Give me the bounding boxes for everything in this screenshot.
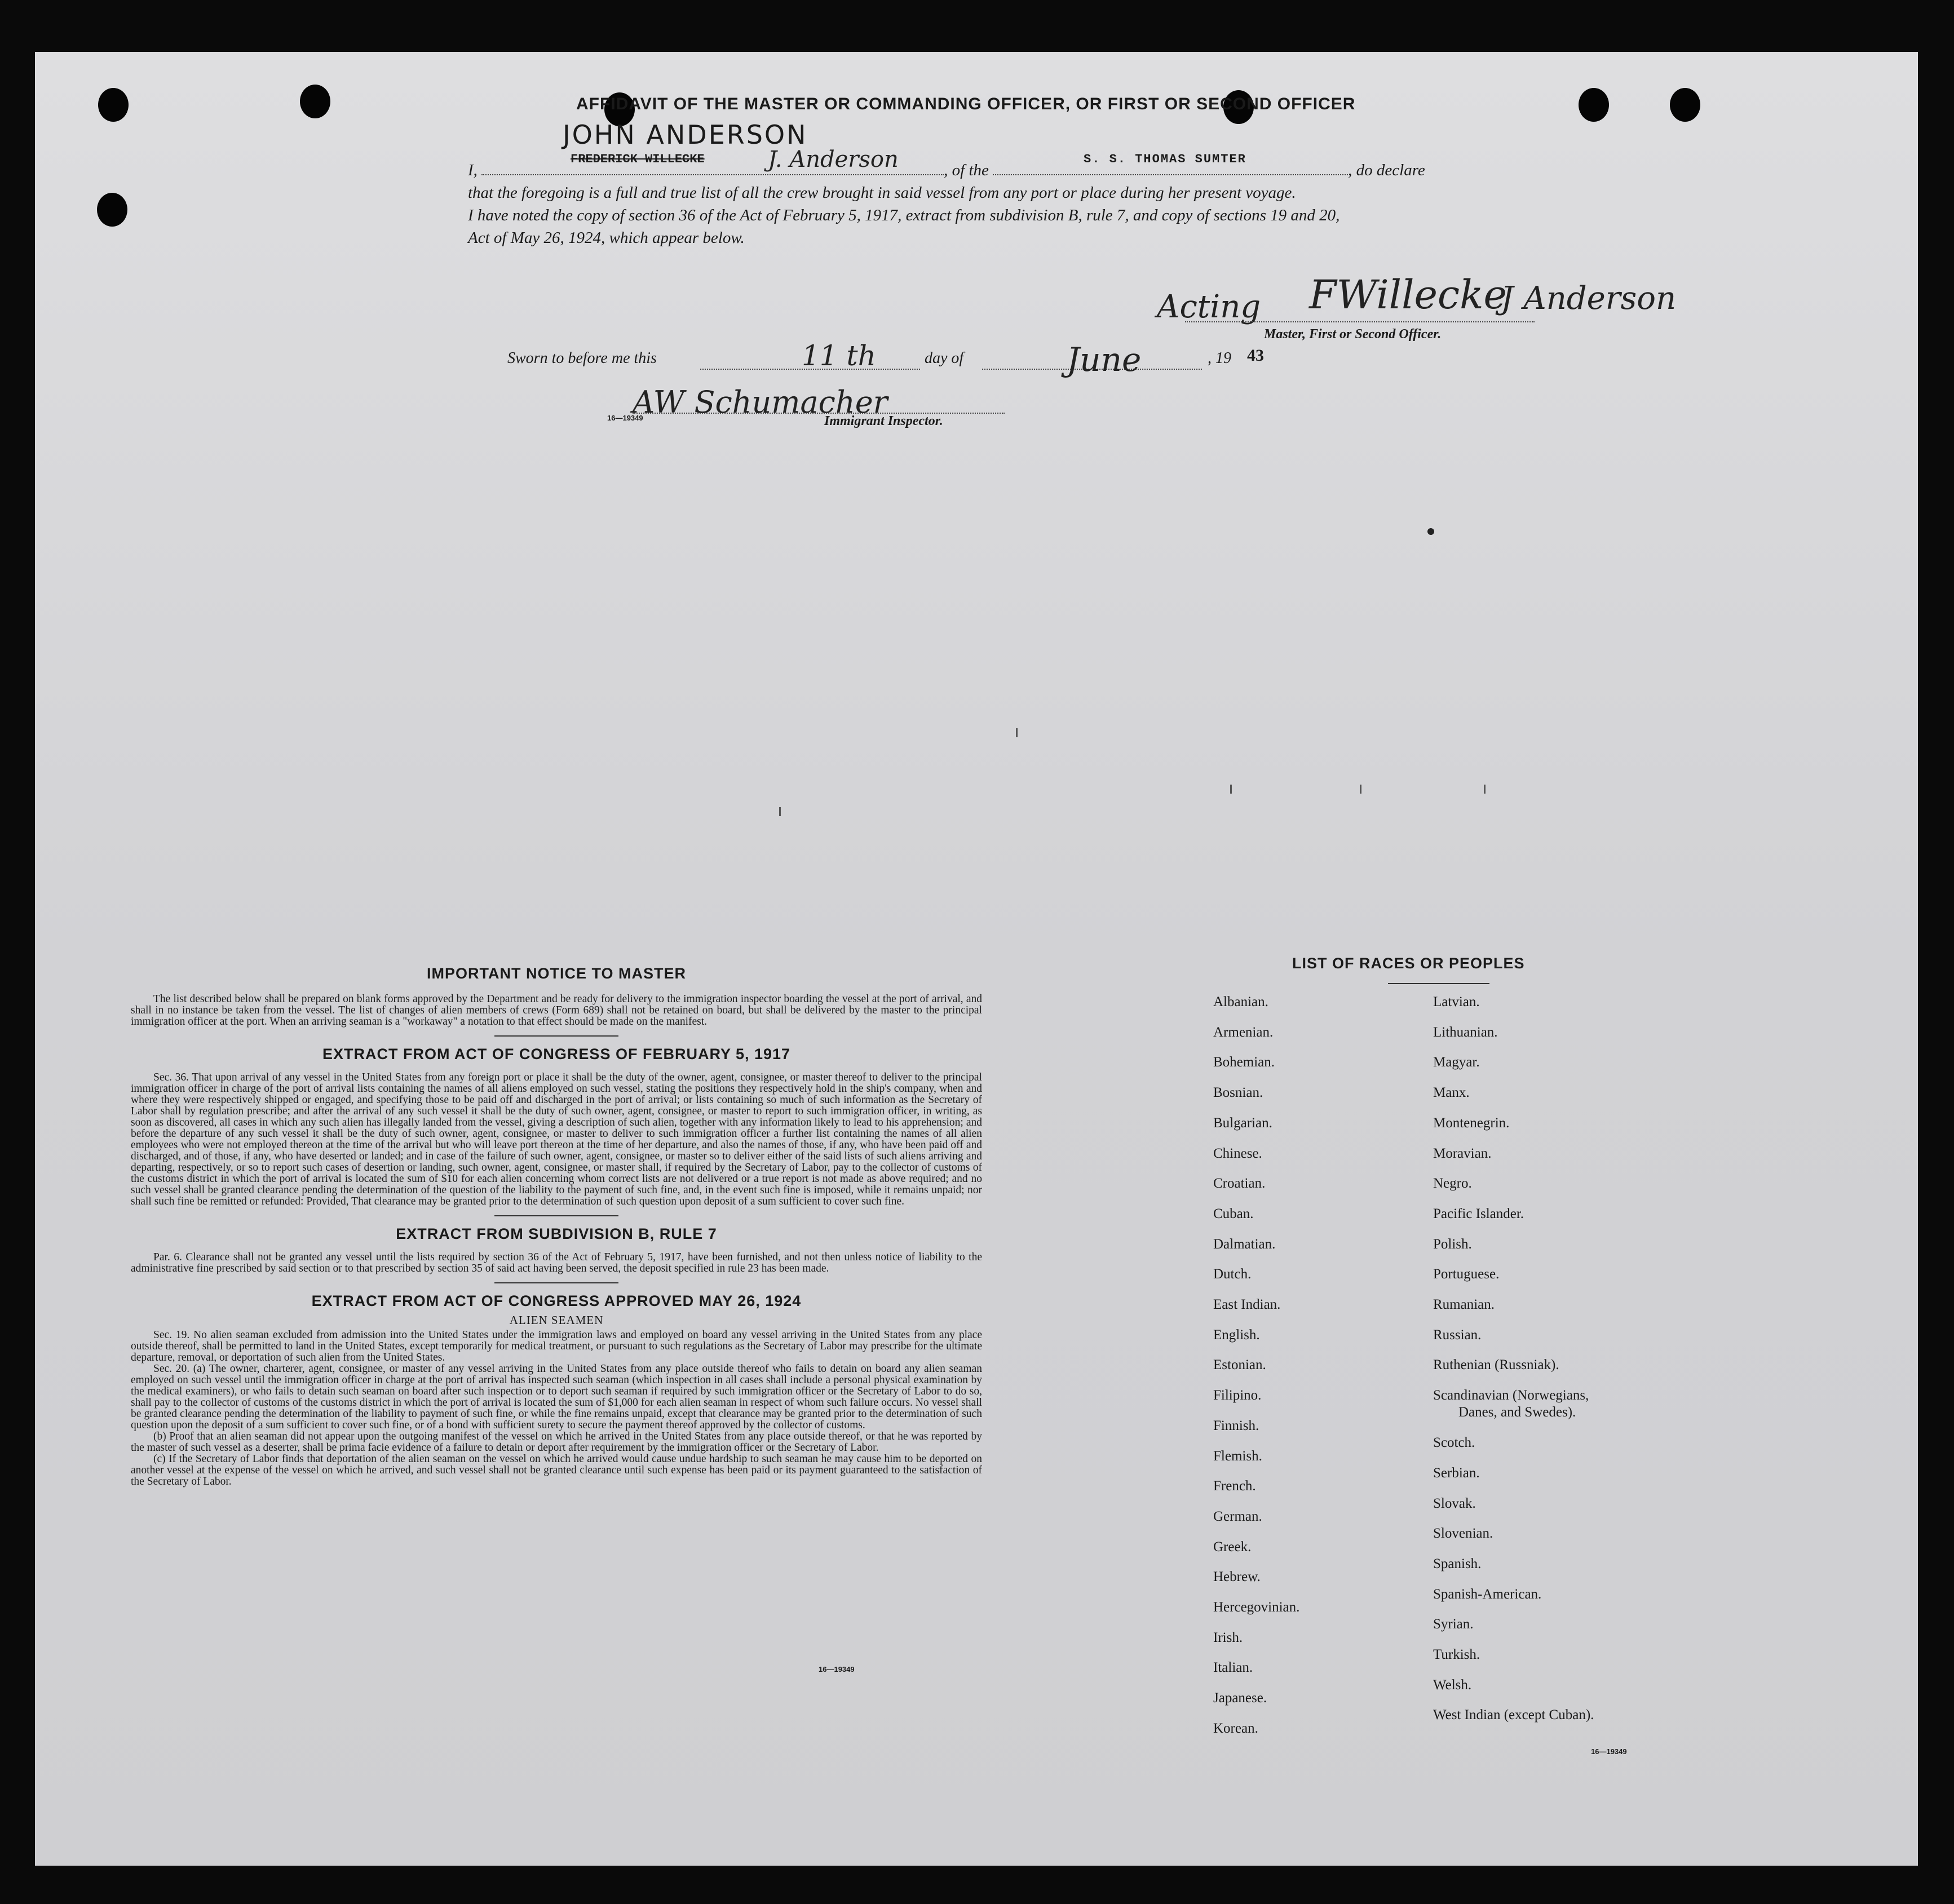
race-item: Polish. — [1433, 1236, 1472, 1252]
race-item: Croatian. — [1213, 1176, 1266, 1192]
inspector-signature: AW Schumacher — [633, 384, 888, 420]
races-title: LIST OF RACES OR PEOPLES — [1292, 955, 1525, 972]
race-item: East Indian. — [1213, 1297, 1281, 1312]
race-item: Cuban. — [1213, 1206, 1254, 1221]
act-1924-title: EXTRACT FROM ACT OF CONGRESS APPROVED MAY 26, 1924 — [311, 1292, 802, 1309]
day-of-label: day of — [925, 349, 964, 367]
race-item: Serbian. — [1433, 1465, 1480, 1481]
sec-20c-body: (c) If the Secretary of Labor finds that deportation of the alien seaman on the vessel on which he arrived would cause undue hardship to such seaman he may cause him to be deported on another vessel at the expense of the vessel on which he arrived, and such vessel shall not be granted clearance until such expense has been paid or its payment guaranteed to the satisfaction of the Secretary of Labor. — [131, 1453, 982, 1487]
race-item: Magyar. — [1433, 1055, 1480, 1070]
race-item: English. — [1213, 1327, 1260, 1343]
race-item: Manx. — [1433, 1085, 1470, 1101]
act-1924-subtitle: ALIEN SEAMEN — [509, 1313, 604, 1327]
section-divider — [494, 1282, 618, 1283]
ship-blank — [993, 174, 1348, 175]
race-item: Scotch. — [1433, 1435, 1475, 1451]
race-item: Negro. — [1433, 1176, 1472, 1192]
races-divider — [1388, 983, 1489, 984]
race-item: Slovak. — [1433, 1495, 1476, 1511]
race-item: Bohemian. — [1213, 1055, 1275, 1070]
race-item: Japanese. — [1213, 1690, 1267, 1706]
signature-line — [1185, 321, 1535, 322]
affidavit-body — [468, 159, 1573, 249]
stray-mark — [1360, 785, 1361, 794]
sworn-year: 43 — [1247, 346, 1264, 365]
year-prefix: , 19 — [1208, 349, 1231, 367]
punch-hole — [97, 193, 127, 227]
punch-hole — [300, 85, 330, 118]
race-item: German. — [1213, 1508, 1262, 1524]
struck-typed-name: FREDERICK WILLECKE — [571, 152, 705, 166]
race-item: Pacific Islander. — [1433, 1206, 1524, 1221]
affidavit-line-4: Act of May 26, 1924, which appear below. — [468, 229, 745, 247]
race-item: Spanish-American. — [1433, 1586, 1542, 1602]
race-item: West Indian (except Cuban). — [1433, 1707, 1594, 1723]
punch-hole — [1670, 88, 1700, 122]
stray-mark — [779, 807, 781, 816]
affidavit-line-3: I have noted the copy of section 36 of the Act of February 5, 1917, extract from subdivision B, rule 7, and copy of sections 19 and 20, — [468, 206, 1340, 224]
race-item: Flemish. — [1213, 1448, 1262, 1464]
race-item: Rumanian. — [1433, 1297, 1495, 1312]
race-item: Armenian. — [1213, 1024, 1274, 1040]
race-item: Moravian. — [1433, 1145, 1492, 1161]
race-item: Hebrew. — [1213, 1569, 1261, 1585]
affidavit-i: I, — [468, 161, 478, 179]
notice-body: The list described below shall be prepared on blank forms approved by the Department and be ready for delivery to the immigration inspector boarding the vessel at the port of arrival, and shall in no instance be taken from the vessel. The list of changes of alien members of crews (Form 689) shall not be retained on board, but shall be delivered by the master to the principal immigration officer at the port. When an arriving seaman is a "workaway" a notation to that effect should be made on the manifest. — [131, 993, 982, 1028]
race-item: Slovenian. — [1433, 1526, 1493, 1542]
race-item: Hercegovinian. — [1213, 1600, 1300, 1615]
race-item: Estonian. — [1213, 1357, 1266, 1373]
race-item: Dalmatian. — [1213, 1236, 1276, 1252]
race-item: Filipino. — [1213, 1388, 1262, 1403]
act-1917-body: Sec. 36. That upon arrival of any vessel in the United States from any foreign port or place it shall be the duty of the owner, agent, consignee, or master thereof to deliver to the principal immigration officer in charge of the port of arrival lists containing the names of all aliens employed on such vessel, stating the positions they respectively hold in the ship's company, when and where they were respectively shipped or engaged, and specifying those to be paid off and discharged in the port of arrival; or lists containing so much of such information as the Secretary of Labor shall by regulation prescribe; and after the arrival of any such vessel it shall be the duty of such owner, agent, consignee, or master to report to such immigration officer, in writing, as soon as discovered, all cases in which any such alien has illegally landed from the vessel, giving a description of such alien, together with any information likely to lead to his apprehension; and before the departure of any such vessel it shall be the duty of such owner, agent, consignee, or master to deliver to such immigration officer a further list containing the names of all alien employees who were not employed thereon at the time of the arrival but who will leave port thereon at the time of her departure, and also the names of those, if any, who have been paid off and discharged, and of those, if any, who have deserted or landed; and in case of the failure of such owner, agent, consignee, or master so to deliver either of the said lists of such aliens arriving and departing, respectively, or so to report such cases of desertion or landing, such owner, agent, consignee, or master shall, if required by the Secretary of Labor, pay to the collector of customs of the customs district in which the port of arrival is located the sum of $10 for each alien concerning whom correct lists are not delivered or a true report is not made as above required; and no such vessel shall be granted clearance pending the determination of the question of the liability to the payment of such fine, and, in the event such fine is imposed, while it remains unpaid; nor shall such fine be remitted or refunded: Provided, That clearance may be granted prior to the determination of such question upon deposit of a sum sufficient to cover such fine. — [131, 1071, 982, 1207]
ink-spot — [1427, 528, 1434, 535]
rule-b-body: Par. 6. Clearance shall not be granted any vessel until the lists required by section 36 of the Act of February 5, 1917, have been furnished, and not then unless notice of liability to the administrative fine prescribed by said section or to that prescribed by section 35 of said act having been served, the deposit specified in rule 23 has been made. — [131, 1251, 982, 1274]
race-item: French. — [1213, 1478, 1256, 1494]
race-item: Scandinavian (Norwegians, — [1433, 1388, 1589, 1403]
name-blank — [481, 174, 944, 175]
form-number: 16—19349 — [819, 1665, 855, 1673]
affidavit-title: AFFIDAVIT OF THE MASTER OR COMMANDING OFFICER, OR FIRST OR SECOND OFFICER — [576, 95, 1356, 113]
act-1917-title: EXTRACT FROM ACT OF CONGRESS OF FEBRUARY 5, 1917 — [322, 1046, 791, 1062]
rule-b-title: EXTRACT FROM SUBDIVISION B, RULE 7 — [396, 1225, 717, 1242]
race-item: Korean. — [1213, 1720, 1258, 1736]
stray-mark — [1230, 785, 1232, 794]
notice-title: IMPORTANT NOTICE TO MASTER — [427, 965, 686, 982]
race-item: Dutch. — [1213, 1267, 1252, 1282]
affidavit-declare: , do declare — [1348, 161, 1425, 179]
race-item: Ruthenian (Russniak). — [1433, 1357, 1559, 1373]
sworn-day: 11 th — [802, 339, 876, 372]
master-label: Master, First or Second Officer. — [1264, 327, 1442, 342]
form-number: 16—19349 — [607, 414, 643, 422]
race-item: Portuguese. — [1433, 1267, 1500, 1282]
race-item: Russian. — [1433, 1327, 1482, 1343]
handwritten-name: JOHN ANDERSON — [563, 119, 808, 150]
race-item: Bosnian. — [1213, 1085, 1263, 1101]
affidavit-of-the: , of the — [944, 161, 989, 179]
notice-column — [131, 965, 982, 1487]
punch-hole — [1579, 88, 1609, 122]
section-divider — [494, 1215, 618, 1216]
race-item: Lithuanian. — [1433, 1024, 1498, 1040]
race-item: Montenegrin. — [1433, 1115, 1510, 1131]
race-item: Greek. — [1213, 1539, 1252, 1555]
affidavit-line-2: that the foregoing is a full and true list of all the crew brought in said vessel from any port or place during her present voyage. — [468, 184, 1296, 202]
race-item: Albanian. — [1213, 994, 1268, 1009]
form-number: 16—19349 — [1591, 1747, 1627, 1756]
section-divider — [494, 1035, 618, 1037]
signature-acting: Acting — [1157, 289, 1261, 325]
race-item: Spanish. — [1433, 1556, 1482, 1571]
signature-short: J. Anderson — [768, 147, 899, 172]
sec-20a-body: Sec. 20. (a) The owner, charterer, agent, consignee, or master of any vessel arriving in the United States from any place outside thereof who fails to detain on board any alien seaman employed on such vessel until the immigration officer in charge at the port of arrival has inspected such seaman (which inspection in all cases shall include a personal physical examination by the medical examiners), or who fails to detain such seaman on board after such inspection or to deport such seaman if required by such immigration officer or the Secretary of Labor to do so, shall pay to the collector of customs of the customs district in which the port of arrival is located the sum of $1,000 for each alien seaman in respect of whom such failure occurs. No vessel shall be granted clearance pending the determination of the liability to payment of such fine, or while the fine remains unpaid, except that clearance may be granted prior to the determination of such question upon the deposit of a sum sufficient to cover such fine, or of a bond with sufficient surety to secure the payment thereof approved by the collector of customs. — [131, 1363, 982, 1431]
race-item: Latvian. — [1433, 994, 1480, 1009]
race-item: Syrian. — [1433, 1617, 1474, 1632]
punch-hole — [98, 88, 129, 122]
race-item: Finnish. — [1213, 1418, 1259, 1433]
manifest-page — [35, 52, 1918, 1866]
stray-mark — [1016, 728, 1018, 737]
signature-master: FWillecke — [1309, 272, 1507, 318]
sworn-month: June — [1067, 340, 1142, 379]
sec-19-body: Sec. 19. No alien seaman excluded from admission into the United States under the immigration laws and employed on board any vessel arriving in the United States from any place outside thereof, shall be permitted to land in the United States, except temporarily for medical treatment, or pursuant to such regulations as the Secretary of Labor may prescribe for the ultimate departure, removal, or deportation of such alien from the United States. — [131, 1329, 982, 1363]
race-item: Irish. — [1213, 1630, 1243, 1645]
inspector-label: Immigrant Inspector. — [824, 414, 943, 428]
race-item: Bulgarian. — [1213, 1115, 1272, 1131]
race-item: Chinese. — [1213, 1145, 1262, 1161]
race-item: Turkish. — [1433, 1647, 1480, 1662]
sec-20b-body: (b) Proof that an alien seaman did not appear upon the outgoing manifest of the vessel on which he arrived in the United States from any place outside thereof, or that he was reported by the master of such vessel as a deserter, shall be prima facie evidence of a failure to detain or deport after requirement by the immigration officer or the Secretary of Labor. — [131, 1431, 982, 1454]
race-item: Welsh. — [1433, 1677, 1472, 1693]
stray-mark — [1484, 785, 1486, 794]
race-item: Danes, and Swedes). — [1458, 1405, 1576, 1420]
ship-name: S. S. THOMAS SUMTER — [1084, 152, 1246, 166]
signature-anderson: J Anderson — [1501, 280, 1677, 317]
inspector-line — [633, 413, 1005, 414]
sworn-label: Sworn to before me this — [507, 349, 657, 367]
race-item: Italian. — [1213, 1660, 1253, 1676]
